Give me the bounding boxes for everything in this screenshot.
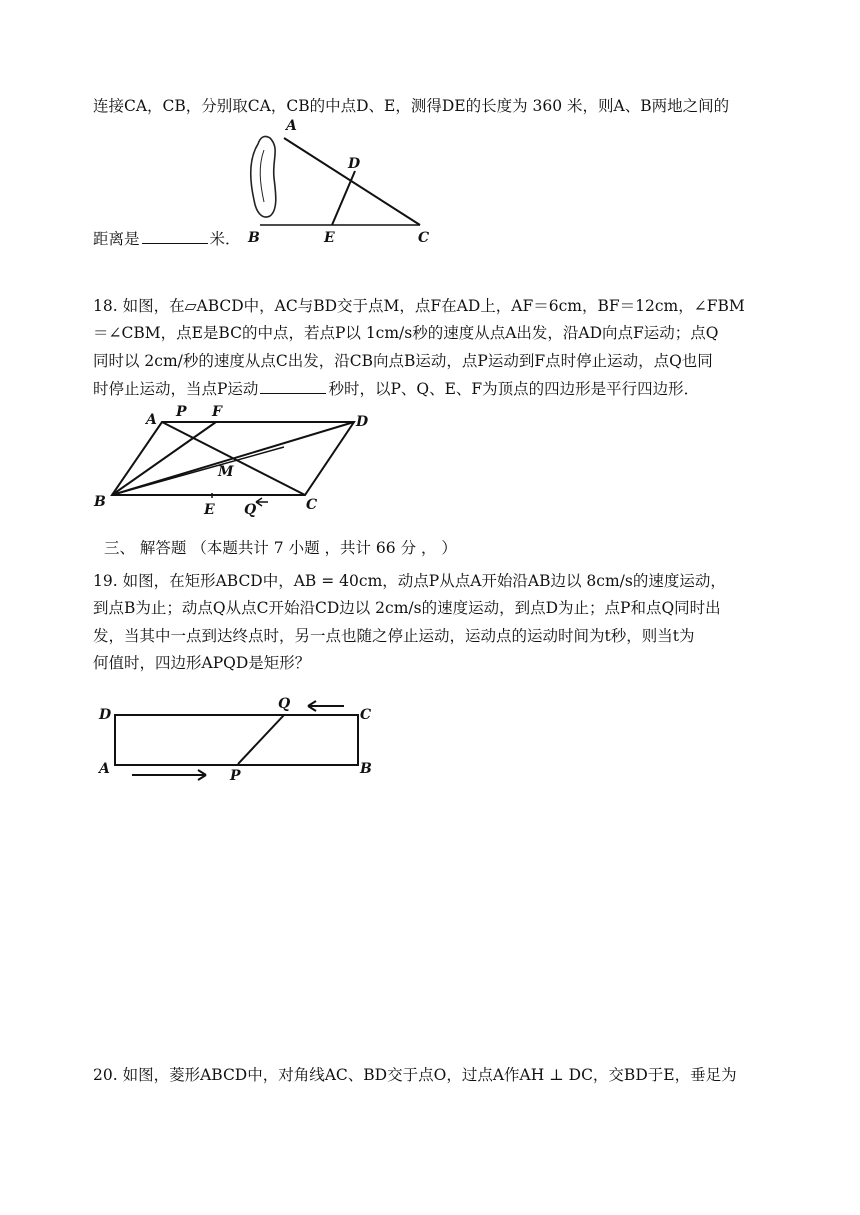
q17-text-line-2 xyxy=(93,228,770,250)
q18-label-a: A xyxy=(146,412,157,428)
q19-text-line-1: 19. 如图，在矩形ABCD中，AB = 40cm，动点P从点A开始沿AB边以 8cm/s的速度运动， xyxy=(93,572,726,590)
q18-label-f: F xyxy=(212,404,222,420)
q17-label-c: C xyxy=(418,230,430,246)
q19-label-p: P xyxy=(230,768,241,784)
q18-answer-blank[interactable] xyxy=(260,379,326,394)
q19-figure xyxy=(96,692,386,784)
section-3-heading: 三、 解答题 （本题共计 7 小题 ，共计 66 分 ， ） xyxy=(104,539,457,557)
q17-label-e: E xyxy=(324,230,335,246)
q17-label-d: D xyxy=(348,156,361,172)
q18-label-e: E xyxy=(204,502,215,518)
q17-text-line-1: 连接CA，CB，分别取CA，CB的中点D、E，测得DE的长度为 360 米，则A、B两地之间的 xyxy=(93,97,730,115)
q17-figure xyxy=(240,112,440,247)
q18-label-p: P xyxy=(176,404,187,420)
q17-label-a: A xyxy=(286,118,297,134)
q19-label-d: D xyxy=(99,707,112,723)
q19-label-q: Q xyxy=(278,696,291,712)
q19-text-line-4: 何值时，四边形APQD是矩形？ xyxy=(93,654,311,672)
q19-label-b: B xyxy=(360,761,372,777)
q17-answer-prefix: 距离是 xyxy=(93,230,140,248)
q19-text-line-3: 发，当其中一点到达终点时，另一点也随之停止运动，运动点的运动时间为t秒，则当t为 xyxy=(93,627,695,645)
q17-answer-suffix: 米． xyxy=(209,230,241,248)
q17-label-b: B xyxy=(248,230,260,246)
q19-label-c: C xyxy=(360,707,372,723)
q17-answer-blank[interactable] xyxy=(142,229,208,244)
q19-label-a: A xyxy=(99,761,110,777)
q20-text-line-1: 20. 如图，菱形ABCD中，对角线AC、BD交于点O，过点A作AH ⊥ DC，交BD于E，垂足为 xyxy=(93,1066,737,1084)
q18-label-m: M xyxy=(218,464,234,480)
q18-label-c: C xyxy=(306,497,318,513)
q18-answer-suffix: 秒时，以P、Q、E、F为顶点的四边形是平行四边形． xyxy=(328,380,700,398)
q18-text-line-1: 18. 如图，在▱ABCD中，AC与BD交于点M，点F在AD上，AF＝6cm，BF＝12cm，∠FBM xyxy=(93,297,745,315)
q18-text-line-3: 同时以 2cm/秒的速度从点C出发，沿CB向点B运动，点P运动到F点时停止运动，点Q也同 xyxy=(93,352,713,370)
q18-text-line-4 xyxy=(93,378,770,400)
q19-answer-space[interactable] xyxy=(93,790,770,1050)
q18-label-b: B xyxy=(94,494,106,510)
q18-text-line-2: ＝∠CBM，点E是BC的中点，若点P以 1cm/s秒的速度从点A出发，沿AD向点F运动；点Q xyxy=(93,324,719,342)
q18-label-d: D xyxy=(356,414,369,430)
q18-answer-prefix: 时停止运动，当点P运动 xyxy=(93,380,259,398)
q18-label-q: Q xyxy=(244,502,257,518)
q19-text-line-2: 到点B为止；动点Q从点C开始沿CD边以 2cm/s的速度运动，到点D为止；点P和点Q同时出 xyxy=(93,599,721,617)
q18-figure xyxy=(92,400,382,520)
